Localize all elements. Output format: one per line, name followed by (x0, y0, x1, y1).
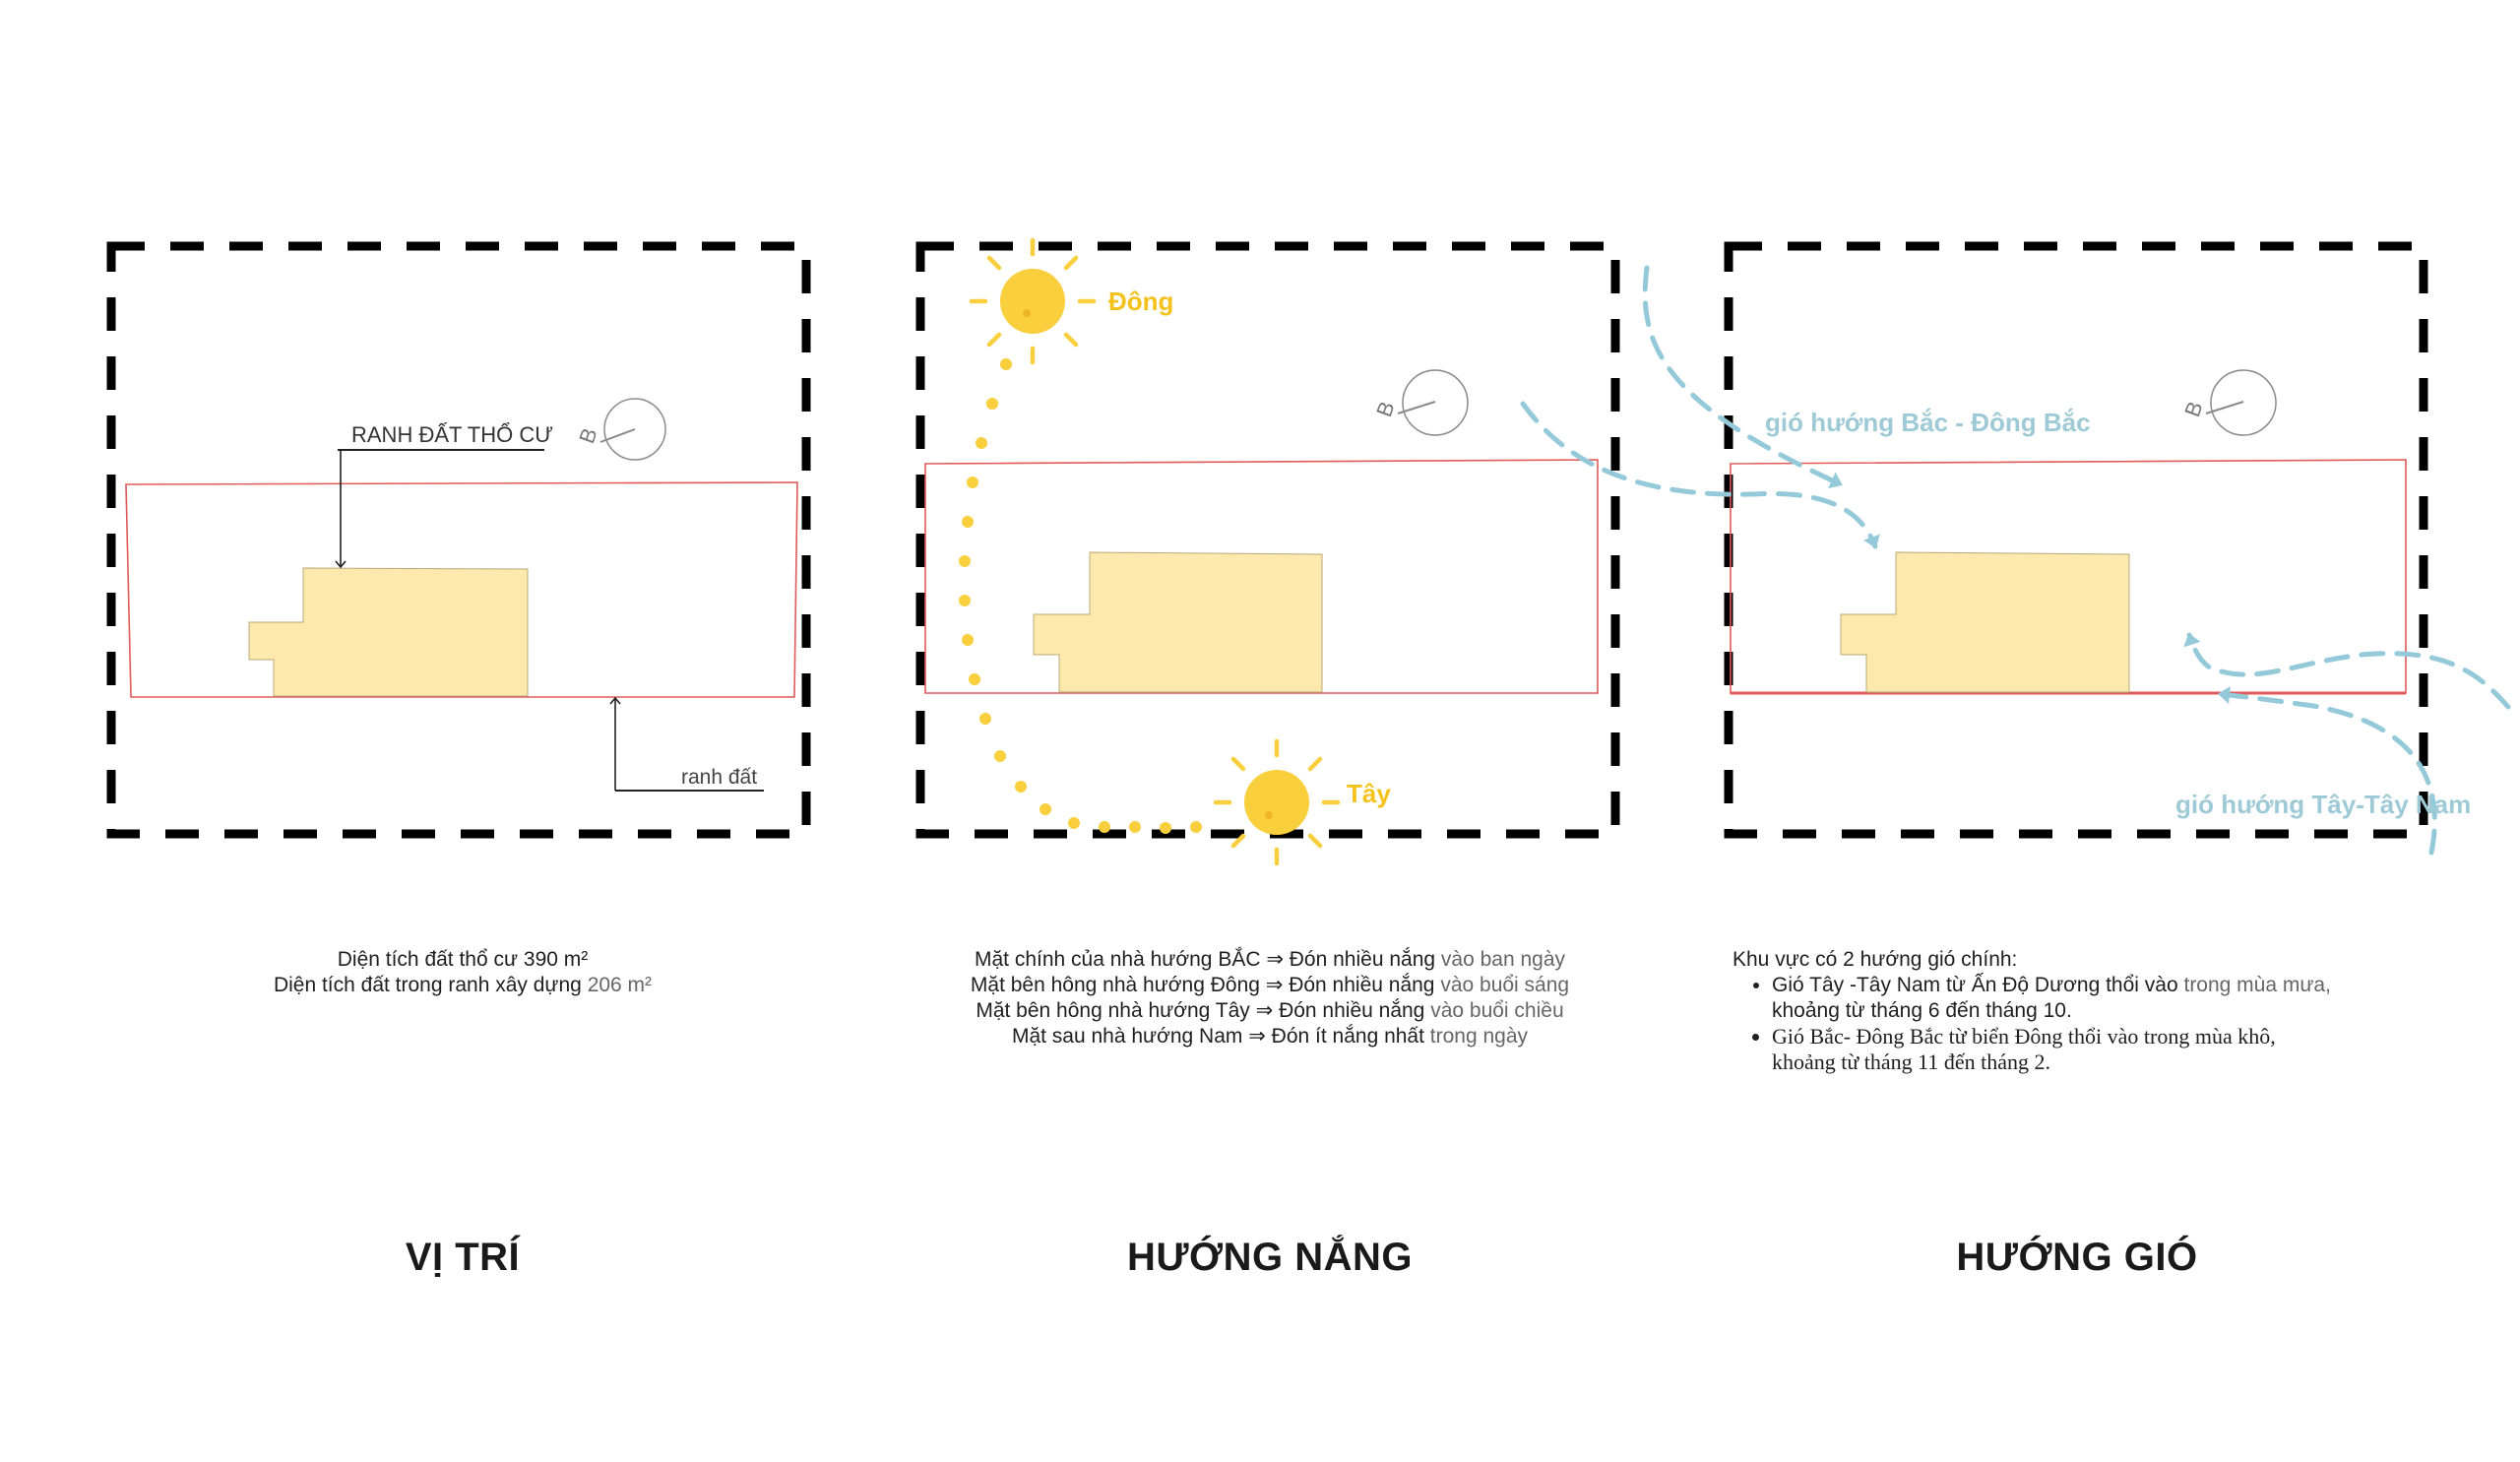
caption-text: 206 m² (587, 974, 653, 996)
caption-line (148, 973, 778, 998)
caption-line: Diện tích đất thổ cư 390 m² (337, 948, 589, 971)
caption-text: Gió Tây -Tây Nam từ Ấn Độ Dương thổi vào (1772, 974, 2184, 996)
caption-line (886, 973, 1654, 998)
caption-text: Mặt bên hông nhà hướng Đông ⇒ Đón nhiều nắng (970, 974, 1441, 996)
wind-sw-label: gió hướng Tây-Tây Nam (2175, 790, 2472, 819)
caption-text: trong ngày (1429, 1025, 1529, 1048)
compass-label: B (2179, 398, 2208, 420)
caption-intro: Khu vực có 2 hướng gió chính: (1732, 948, 2018, 971)
caption-text: vào buổi sáng (1440, 974, 1570, 996)
caption-text: vào buổi chiều (1430, 999, 1564, 1022)
caption-line (886, 1024, 1654, 1049)
building-footprint (249, 568, 528, 696)
caption-text: Mặt sau nhà hướng Nam ⇒ Đón ít nắng nhất (1011, 1025, 1430, 1048)
panel-wind-direction (1523, 246, 2508, 853)
building-footprint (1034, 552, 1322, 692)
sun-west-label: Tây (1347, 779, 1391, 808)
building-footprint (1841, 552, 2129, 692)
caption-text: khoảng từ tháng 6 đến tháng 10. (1772, 999, 2072, 1022)
caption-line (886, 947, 1654, 973)
sun-caption (886, 947, 1654, 1049)
caption-line (886, 998, 1654, 1024)
caption-text: Mặt chính của nhà hướng BẮC ⇒ Đón nhiều nắng (975, 948, 1441, 971)
panel-location (111, 246, 806, 834)
heading-sun-direction: HƯỚNG NẮNG (1126, 1236, 1414, 1279)
compass-label: B (1371, 398, 1400, 420)
location-caption (148, 947, 778, 998)
caption-text: Mặt bên hông nhà hướng Tây ⇒ Đón nhiều nắng (976, 999, 1431, 1022)
list-item (1772, 1024, 2461, 1075)
heading-wind-direction: HƯỚNG GIÓ (1956, 1236, 2198, 1279)
compass-label: B (574, 424, 602, 447)
wind-caption (1732, 947, 2461, 1075)
sun-west-icon (1216, 741, 1338, 863)
site-frame (111, 246, 806, 834)
caption-text: vào ban ngày (1440, 948, 1565, 971)
sun-east-icon (972, 240, 1094, 362)
panel-sun-direction (920, 240, 1615, 863)
wind-ne-label: gió hướng Bắc - Đông Bắc (1765, 408, 2091, 437)
north-compass-icon (574, 399, 665, 460)
north-compass-icon (1371, 370, 1468, 435)
sun-east-label: Đông (1108, 286, 1174, 316)
caption-text: trong mùa mưa, (2183, 974, 2331, 996)
wind-sw-arrow-2 (2220, 694, 2434, 853)
wind-list (1732, 973, 2461, 1075)
list-item (1772, 973, 2461, 1024)
label-residential-land: RANH ĐẤT THỔ CƯ (351, 422, 553, 447)
north-compass-icon (2179, 370, 2276, 435)
label-land-boundary: ranh đất (681, 766, 758, 789)
heading-location: VỊ TRÍ (405, 1236, 521, 1279)
site-frame (920, 246, 1615, 834)
caption-text: Diện tích đất trong ranh xây dựng (273, 974, 588, 996)
site-frame (1729, 246, 2424, 834)
caption-text: Gió Bắc- Đông Bắc từ biển Đông thổi vào trong mùa khô, (1772, 1024, 2276, 1049)
wind-ne-arrow-1 (1645, 268, 1841, 484)
caption-text: khoảng từ tháng 11 đến tháng 2. (1772, 1049, 2051, 1074)
